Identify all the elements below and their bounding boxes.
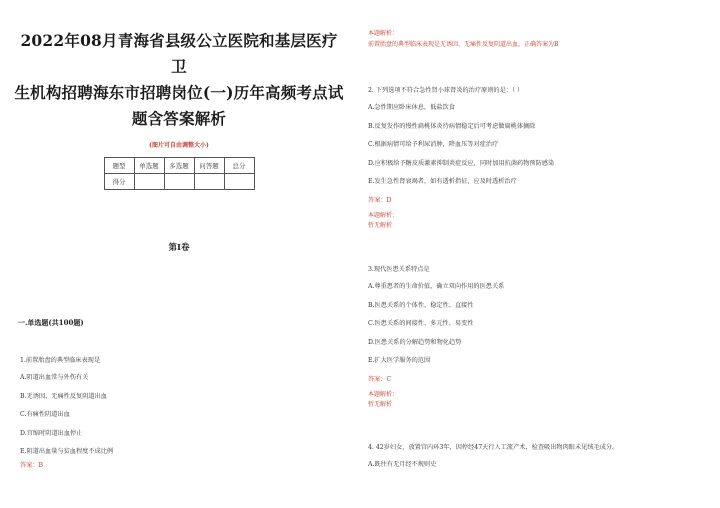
score-row-label: 得分 bbox=[104, 174, 134, 190]
question-3-option-d: D.医患关系的分解趋势和物化趋势 bbox=[368, 338, 462, 346]
question-1-option-e: E.阴道出血量与贫血程度不成比例 bbox=[20, 448, 114, 455]
right-column bbox=[368, 30, 708, 468]
question-3-option-c: C.医患关系的间接性、多元性、易变性 bbox=[368, 320, 474, 327]
question-2-option-a: A.急性期应卧床休息，低盐饮食 bbox=[368, 104, 455, 111]
question-4 bbox=[368, 444, 618, 469]
score-header-multi: 多选题 bbox=[164, 158, 194, 174]
score-header-type: 题型 bbox=[104, 158, 134, 174]
question-1-answer: 答案：B bbox=[20, 462, 44, 470]
question-3-analysis-text: 暂无解析 bbox=[368, 400, 393, 408]
question-2-option-d: D.应积极给予糖皮质激素抑制炎症反应，同时加用抗菌药物预防感染 bbox=[368, 159, 555, 167]
image-resize-note: (图片可自由调整大小) bbox=[149, 142, 209, 149]
score-cell bbox=[134, 174, 164, 190]
question-2-option-e: E.发生急性肾衰竭者，如有透析指征，应及时透析治疗 bbox=[368, 178, 517, 185]
question-1-text: 1.前置胎盘的典型临床表现是 bbox=[20, 357, 101, 364]
score-header-single: 单选题 bbox=[134, 158, 164, 174]
question-1-option-d: D.宫缩时阴道出血停止 bbox=[20, 429, 83, 437]
left-column bbox=[14, 28, 344, 470]
score-table-header-row bbox=[104, 158, 254, 174]
question-3-option-b: B.医患关系的个体性、稳定性、直接性 bbox=[368, 301, 474, 309]
question-1-option-c: C.有痛性阴道出血 bbox=[20, 411, 70, 418]
question-3-analysis-label: 本题解析： bbox=[368, 390, 399, 398]
score-header-qa: 问答题 bbox=[194, 158, 224, 174]
score-table-score-row bbox=[104, 174, 254, 190]
document-title-line-2: 生机构招聘海东市招聘岗位(一)历年高频考点试 bbox=[14, 83, 344, 102]
question-2-analysis-text: 暂无解析 bbox=[368, 221, 393, 229]
question-3-text: 3.现代医患关系特点是 bbox=[368, 266, 430, 273]
score-header-total: 总分 bbox=[224, 158, 254, 174]
question-2-option-b: B.反复发作的慢性扁桃体炎待病情稳定后可考虑做扁桃体摘除 bbox=[368, 122, 536, 130]
question-4-text: 4. 42岁妇女，放置宫内环3年，因停经47天行人工流产术，检查吸出物肉眼未见绒毛成分。 bbox=[368, 444, 619, 451]
question-3-option-a: A.尊重患者的生命价值，确立双向作用的医患关系 bbox=[368, 283, 505, 290]
section-heading: 一.单选题(共100题) bbox=[18, 318, 84, 327]
question-2-text: 2. 下列选项不符合急性肾小球肾炎的治疗原则的是：（ ） bbox=[368, 87, 524, 94]
question-3-answer: 答案：C bbox=[368, 375, 392, 383]
analysis-1-text: 前置胎盘的典型临床表现是无诱因、无痛性反复阴道出血，正确答案为B bbox=[368, 41, 559, 48]
score-cell bbox=[194, 174, 224, 190]
score-table bbox=[104, 157, 255, 190]
question-2-analysis-label: 本题解析： bbox=[368, 211, 399, 219]
score-cell bbox=[224, 174, 254, 190]
question-3-option-e: E.扩大医学服务的范围 bbox=[368, 357, 431, 364]
question-1 bbox=[20, 357, 340, 476]
score-cell bbox=[164, 174, 194, 190]
question-2 bbox=[368, 87, 554, 230]
question-1-option-a: A.阴道出血常与外伤有关 bbox=[20, 374, 89, 381]
question-4-option-a: A.既往有无月经不规则史 bbox=[368, 461, 437, 468]
document-title-line-1: 2022年08月青海省县级公立医院和基层医疗卫 bbox=[20, 31, 338, 76]
analysis-1-label: 本题解析： bbox=[368, 30, 399, 37]
question-3 bbox=[368, 266, 504, 409]
question-2-answer: 答案：D bbox=[368, 196, 392, 204]
question-2-option-c: C.根据病情可给予利尿消肿，降血压等对症治疗 bbox=[368, 141, 499, 148]
volume-heading: 第I卷 bbox=[168, 243, 190, 253]
question-1-option-b: B.无诱因、无痛性反复阴道出血 bbox=[20, 392, 107, 400]
document-title-line-3: 题含答案解析 bbox=[131, 109, 227, 128]
